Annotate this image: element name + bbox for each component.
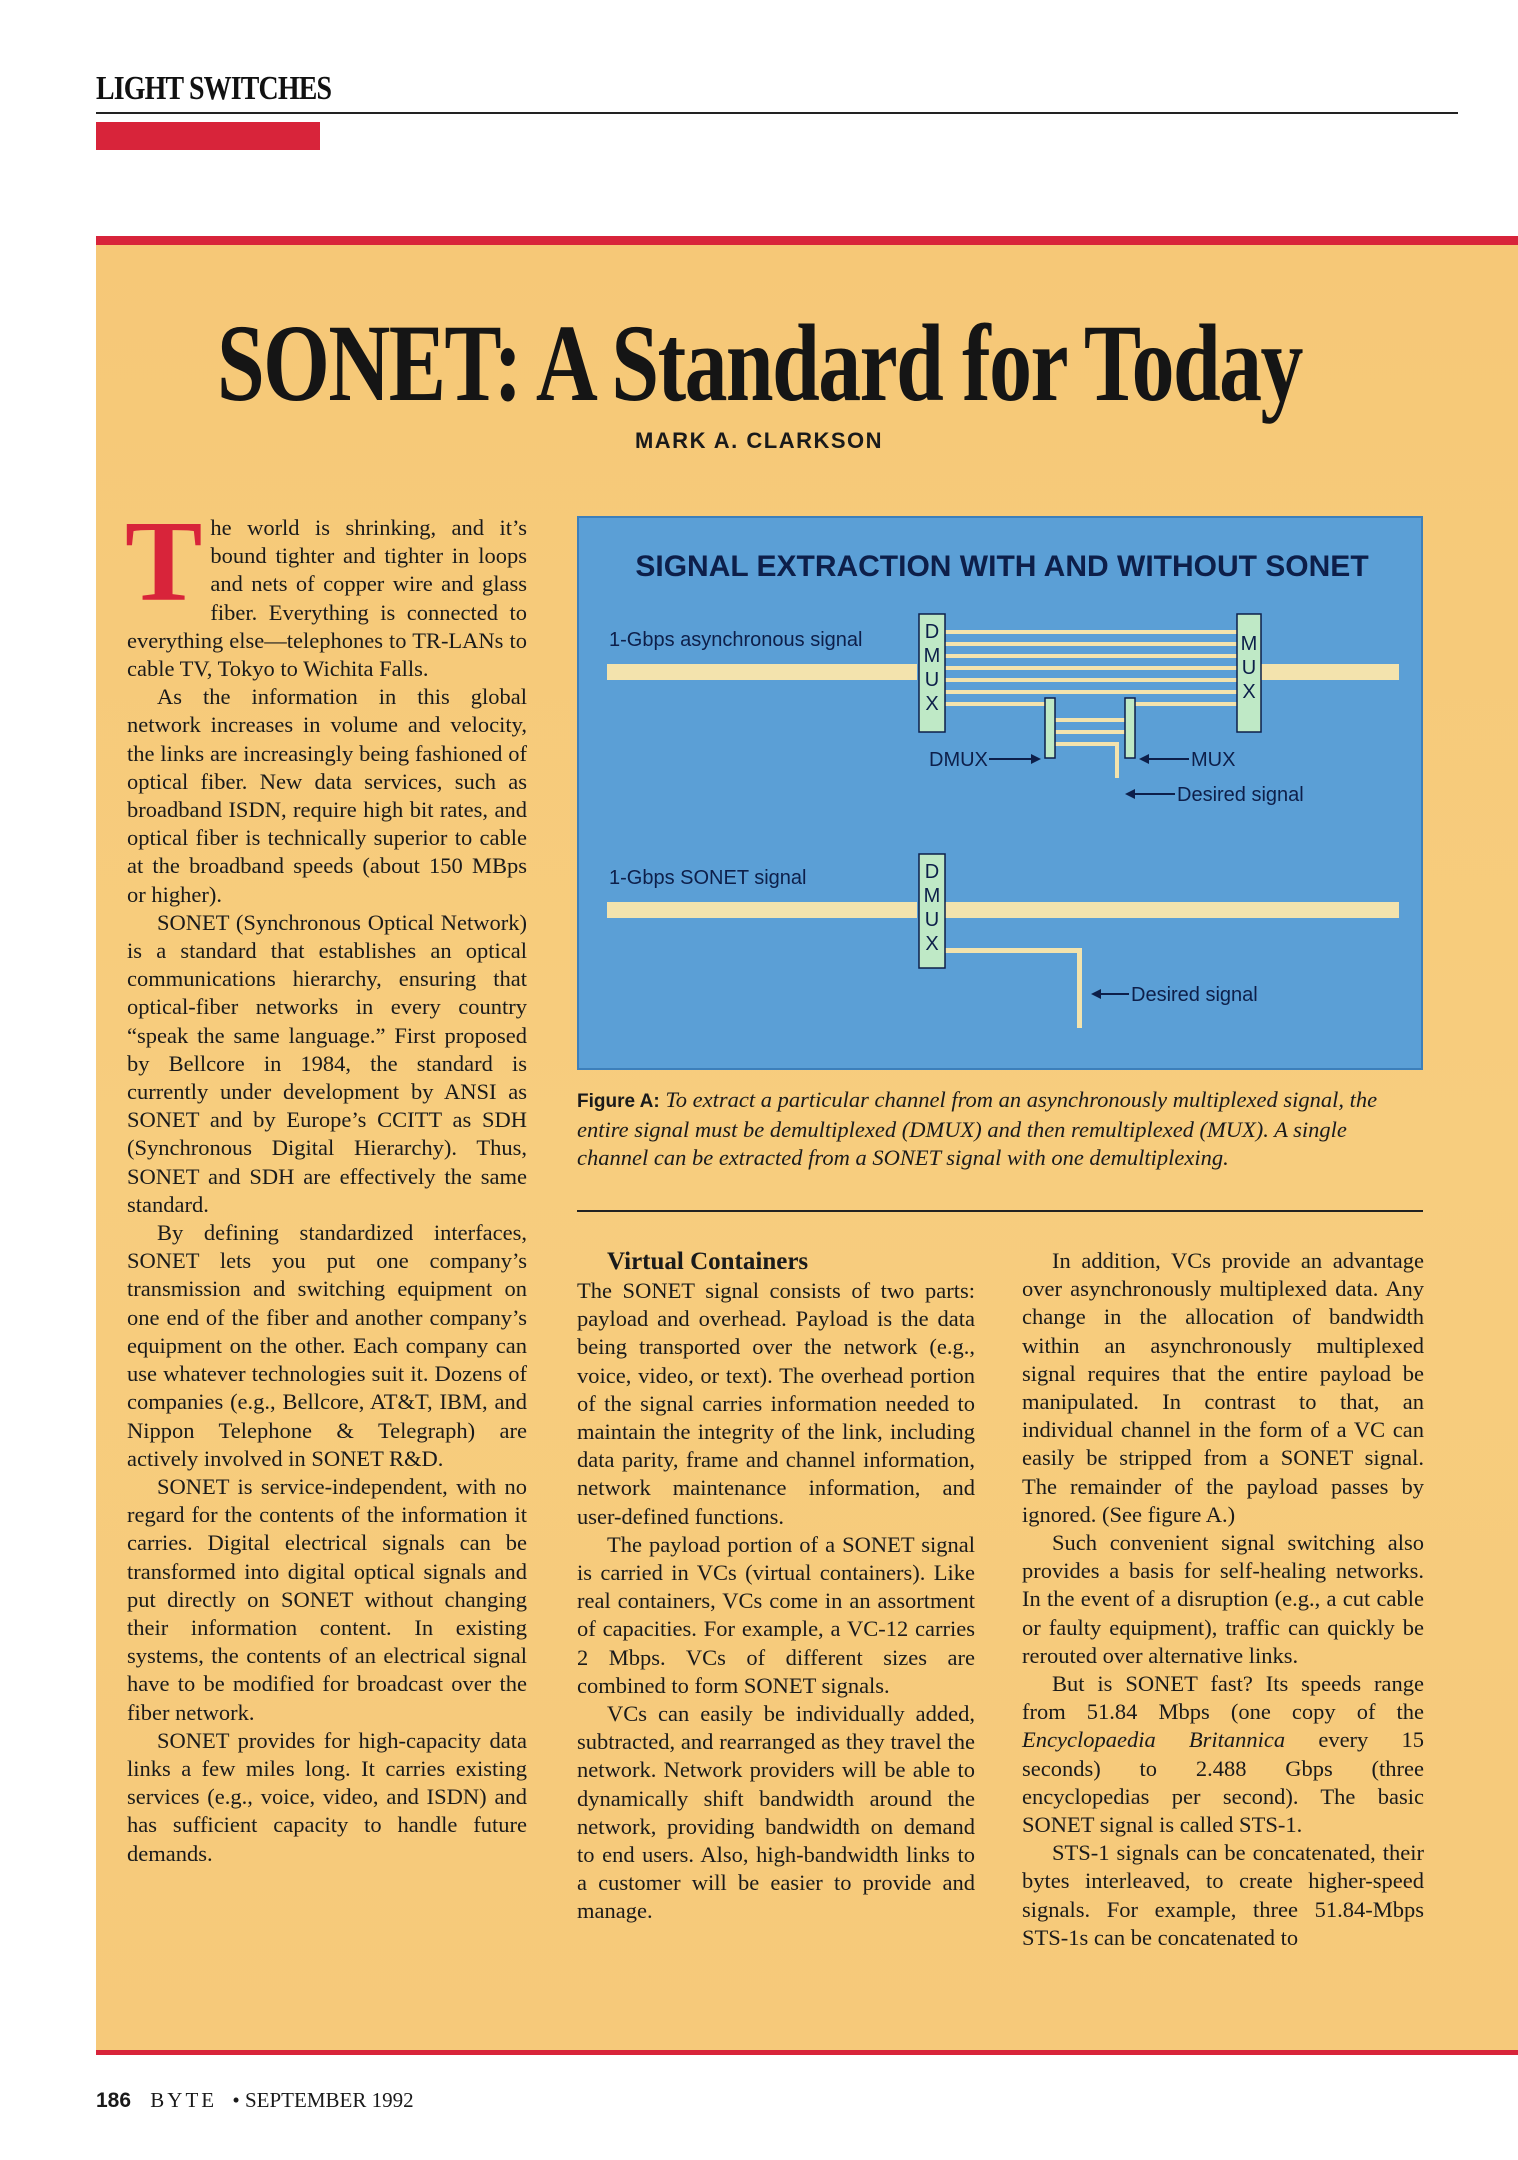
async-signal-line-left [607, 664, 917, 680]
figure-caption-text: To extract a particular channel from an asynchronously multiplexed signal, the entire signal must be demultiplexed (DMUX) and then remultiplexed (MUX). A single channel can be extracted from a SONET signal with one demultiplexing. [577, 1087, 1378, 1170]
paragraph: But is SONET fast? Its speeds range from 51.84 Mbps (one copy of the Encyclopaedia Britannica every 15 seconds) to 2.488 Gbps (three encyclopedias per second). The basic SONET signal is called STS-1. [1022, 1671, 1425, 1838]
mux-arrow-label: MUX [1191, 749, 1236, 771]
arrowhead [1091, 989, 1101, 999]
column-2 [577, 1247, 975, 1926]
extracted-channel-drop [1077, 948, 1082, 1028]
paragraph: In addition, VCs provide an advantage over asynchronously multiplexed data. Any change in the allocation of bandwidth within an asynchronously multiplexed signal requires that the entire payload be manipulated. In contrast to that, an individual channel in the form of a VC can easily be stripped from a SONET signal. The remainder of the payload passes by ignored. (See figure A.) [1022, 1248, 1424, 1527]
dmux-letter: U [924, 909, 940, 931]
dmux-letter: X [925, 933, 939, 955]
paragraph: As the information in this global network increases in volume and velocity, the links are increasingly being fashioned of optical fiber. New data services, such as broadband ISDN, require high bit rates, and optical fiber is technically superior to cable at the broadband speeds (about 150 MBps or higher). [127, 684, 527, 907]
paragraph: By defining standardized interfaces, SONET lets you put one company’s transmission and switching equipment on one end of the fiber and another company’s equipment on the other. Each company can use whatever technologies suit it. Dozens of companies (e.g., Bellcore, AT&T, IBM, and Nippon Telephone & Telegraph) are actively involved in SONET R&D. [127, 1220, 527, 1471]
extracted-channel [945, 948, 1081, 953]
section-rule [96, 112, 1458, 114]
drop-cap: T [125, 498, 203, 626]
column-3 [1022, 1247, 1424, 1952]
article-author: MARK A. CLARKSON [634, 428, 884, 453]
arrowhead [1031, 754, 1041, 764]
sonet-signal-line-left [607, 902, 917, 918]
paragraph: The payload portion of a SONET signal is carried in VCs (virtual containers). Like real containers, VCs come in an assortment of capacities. For example, a VC-12 carries 2 Mbps. VCs of different sizes are combined to form SONET signals. [577, 1531, 975, 1698]
paragraph: VCs can easily be individually added, subtracted, and rearranged as they travel the network. Network providers will be able to dynamically shift bandwidth around the network, providing bandwidth on demand to end users. Also, high-bandwidth links to a customer will be easier to provide and manage. [577, 1701, 975, 1924]
async-signal-label: 1-Gbps asynchronous signal [609, 629, 863, 651]
arrowhead [1139, 754, 1149, 764]
page-footer [96, 2088, 414, 2113]
sonet-signal-label: 1-Gbps SONET signal [609, 867, 807, 889]
issue-date: SEPTEMBER 1992 [244, 2088, 414, 2112]
arrowhead [1125, 789, 1135, 799]
figure-signal-extraction [577, 516, 1423, 1070]
dmux-letter: U [924, 669, 940, 691]
paragraph: SONET is service-independent, with no regard for the contents of the information it carries. Digital electrical signals can be transformed into digital optical signals and put directly on SONET without changing their information content. In existing systems, the contents of an electrical signal have to be modified for broadcast over the fiber network. [127, 1473, 527, 1725]
mux-letter: X [1242, 681, 1256, 703]
dmux-letter: D [924, 861, 940, 883]
sidebar-top-rule [96, 236, 1518, 245]
paragraph: The SONET signal consists of two parts: payload and overhead. Payload is the data being transported over the network (e.g., voice, video, or text). The overhead portion of the signal carries information needed to maintain the integrity of the link, including data parity, frame and channel information, network maintenance information, and user-defined functions. [577, 1278, 975, 1529]
article-title: SONET: A Standard for Today [216, 302, 1302, 424]
paragraph-intro: The world is shrinking, and it’s bound tighter and tighter in loops and nets of copper wire and glass fiber. Everything is connected to everything else—telephones to TR-LANs to cable TV, Tokyo to Wichita Falls. [125, 498, 527, 682]
paragraph: STS-1 signals can be concatenated, their bytes interleaved, to create higher-speed signals. For example, three 51.84-Mbps STS-1s can be concatenated to [1022, 1840, 1424, 1950]
desired-signal-label-2: Desired signal [1131, 984, 1258, 1006]
small-mux-box [1125, 698, 1135, 758]
mux-letter: M [1240, 633, 1258, 655]
dmux-arrow-label: DMUX [929, 749, 988, 771]
page-number: 186 [96, 2089, 132, 2112]
figure-title: SIGNAL EXTRACTION WITH AND WITHOUT SONET [635, 550, 1369, 583]
dmux-letter: M [923, 645, 941, 667]
column-1 [125, 498, 527, 1868]
paragraph: SONET (Synchronous Optical Network) is a standard that establishes an optical communications hierarchy, ensuring that optical-fiber networks in every country “speak the same language.” First proposed by Bellcore in 1984, the standard is currently under development by ANSI as SONET and by Europe’s CCITT as SDH (Synchronous Digital Hierarchy). Thus, SONET and SDH are effectively the same standard. [127, 909, 527, 1217]
figure-label: Figure A: [577, 1091, 660, 1112]
paragraph: SONET provides for high-capacity data links a few miles long. It carries existing services (e.g., voice, video, and ISDN) and has sufficient capacity to handle future demands. [127, 1727, 527, 1866]
sidebar-bottom-rule [96, 2050, 1518, 2055]
section-heading: Virtual Containers [607, 1248, 809, 1275]
caption-rule [577, 1210, 1423, 1212]
dmux-letter: D [924, 621, 940, 643]
paragraph: Such convenient signal switching also provides a basis for self-healing networks. In the event of a disruption (e.g., a cut cable or faulty equipment), traffic can quickly be rerouted over alternative links. [1022, 1530, 1424, 1668]
async-signal-line-right [1261, 664, 1399, 680]
signal-diagram [579, 518, 1425, 1072]
figure-caption [577, 1086, 1423, 1172]
dmux-letter: X [925, 693, 939, 715]
section-label: LIGHT SWITCHES [96, 70, 332, 107]
sonet-signal-line-right [945, 902, 1399, 918]
magazine-name: BYTE [150, 2088, 218, 2112]
section-accent-bar [96, 122, 320, 150]
small-dmux-box [1045, 698, 1055, 758]
dmux-letter: M [923, 885, 941, 907]
desired-signal-label-1: Desired signal [1177, 784, 1304, 806]
mux-letter: U [1241, 657, 1257, 679]
footer-separator: • [232, 2088, 240, 2112]
